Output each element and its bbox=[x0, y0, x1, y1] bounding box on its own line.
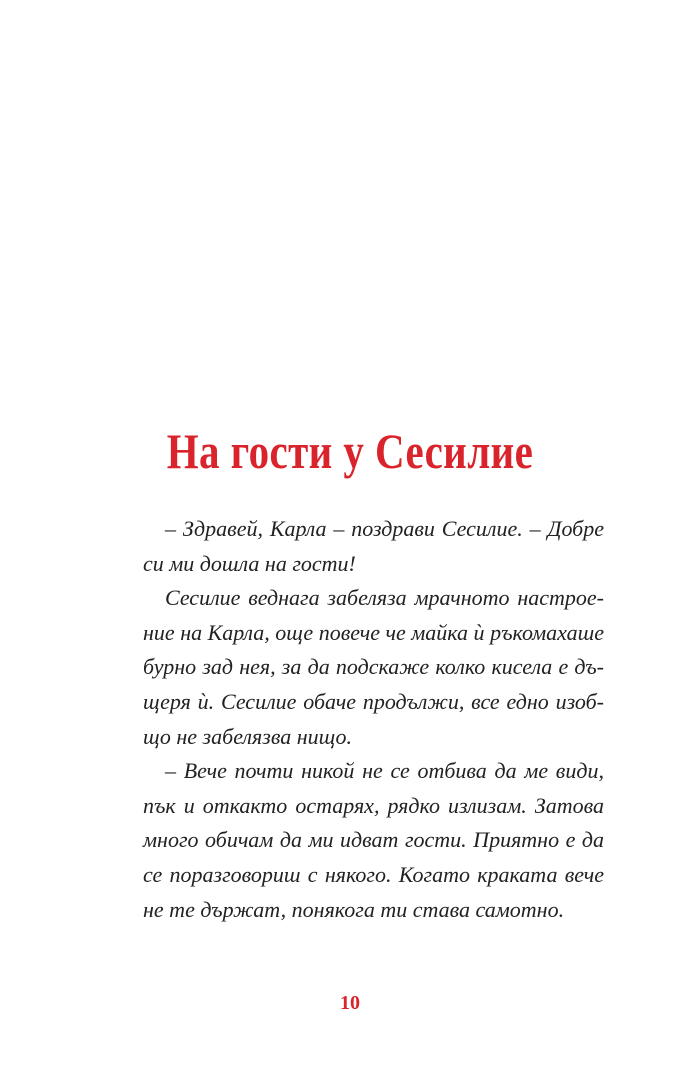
text-line: не те държат, понякога ти става самотно. bbox=[143, 896, 565, 922]
text-line: ние на Карла, още повече че майка ѝ ръкомахаше bbox=[143, 619, 604, 645]
text-line: щеря ѝ. Сесилие обаче продължи, все едно изоб- bbox=[143, 688, 604, 714]
body-text bbox=[143, 512, 604, 927]
chapter-title: На гости у Сесилие bbox=[166, 423, 534, 479]
paragraph-narration bbox=[143, 581, 604, 754]
text-line: – Здравей, Карла – поздрави Сесилие. – Добре bbox=[165, 516, 604, 541]
text-line: пък и откакто остарях, рядко излизам. Затова bbox=[143, 792, 604, 818]
text-line: си ми дошла на гости! bbox=[143, 550, 356, 576]
text-line: Сесилие веднага забеляза мрачното настрое- bbox=[165, 585, 604, 611]
text-line: бурно зад нея, за да подскаже колко кисела е дъ- bbox=[143, 654, 604, 680]
page-number: 10 bbox=[340, 992, 360, 1014]
text-line: се поразговориш с някого. Когато краката вече bbox=[143, 861, 604, 887]
text-line: много обичам да ми идват гости. Приятно е да bbox=[143, 827, 604, 853]
paragraph-dialogue bbox=[143, 754, 604, 927]
text-line: що не забелязва нищо. bbox=[143, 723, 353, 749]
text-line: – Вече почти никой не се отбива да ме види, bbox=[165, 758, 604, 784]
paragraph-greeting bbox=[143, 512, 604, 581]
